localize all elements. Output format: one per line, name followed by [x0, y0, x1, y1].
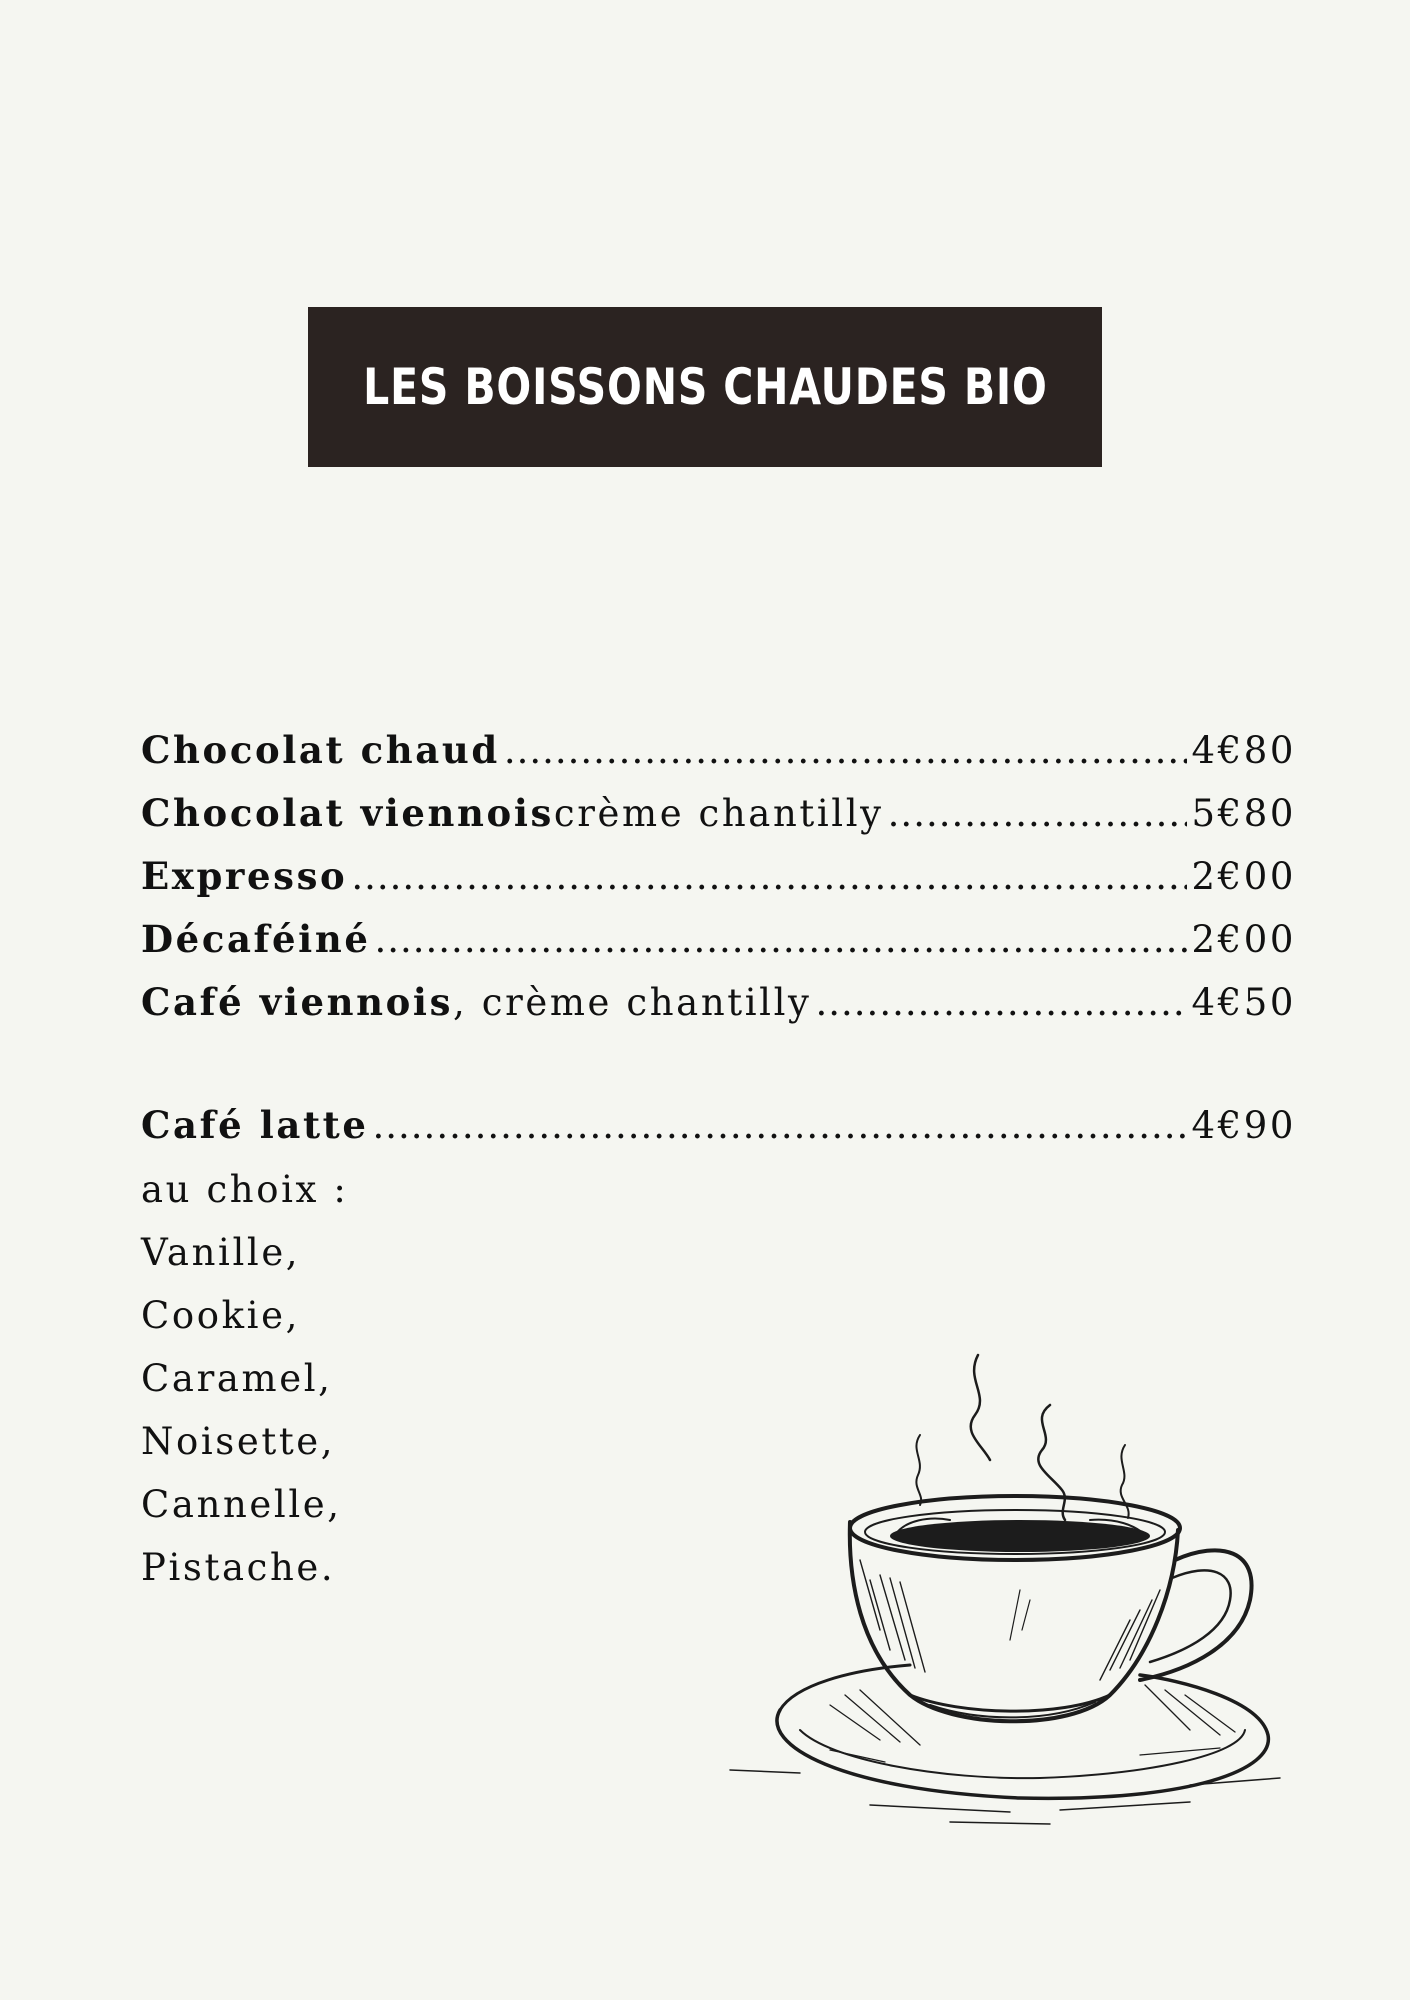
menu-item-chocolat-viennois	[141, 791, 1296, 854]
item-name: Expresso	[141, 854, 348, 898]
item-name: Chocolat chaud	[141, 728, 500, 772]
dot-leader	[816, 981, 1188, 1024]
choice-item: Noisette,	[141, 1420, 336, 1463]
menu-item-cafe-latte	[141, 1103, 1296, 1166]
menu-item-expresso	[141, 854, 1296, 917]
menu-item-chocolat-chaud	[141, 728, 1296, 791]
dot-leader	[888, 792, 1188, 835]
section-spacer	[141, 1043, 1296, 1103]
choice-item: Caramel,	[141, 1357, 333, 1400]
item-description: crème chantilly	[553, 792, 884, 835]
menu-item-decafeine	[141, 917, 1296, 980]
coffee-cup-illustration	[720, 1350, 1300, 1870]
item-price: 5€80	[1191, 792, 1296, 835]
choice-item: Pistache.	[141, 1546, 336, 1589]
item-price: 4€50	[1191, 981, 1296, 1024]
choice-item: Cookie,	[141, 1294, 300, 1337]
item-name: Café latte	[141, 1103, 369, 1147]
dot-leader	[504, 729, 1188, 772]
choice-heading: au choix :	[141, 1168, 349, 1211]
choice-item: Vanille,	[141, 1231, 301, 1274]
item-name: Café viennois	[141, 980, 454, 1024]
page-title: LES BOISSONS CHAUDES BIO	[362, 358, 1048, 416]
title-banner	[308, 307, 1102, 467]
dot-leader	[373, 1104, 1188, 1147]
dot-leader	[351, 855, 1187, 898]
item-name: Chocolat viennois	[141, 791, 554, 835]
item-price: 4€80	[1191, 729, 1296, 772]
dot-leader	[374, 918, 1187, 961]
choice-item: Cannelle,	[141, 1483, 342, 1526]
item-name: Décaféiné	[141, 917, 371, 961]
menu-item-cafe-viennois	[141, 980, 1296, 1043]
item-description: , crème chantilly	[453, 981, 812, 1024]
item-price: 2€00	[1191, 918, 1296, 961]
item-price: 4€90	[1191, 1104, 1296, 1147]
item-price: 2€00	[1191, 855, 1296, 898]
